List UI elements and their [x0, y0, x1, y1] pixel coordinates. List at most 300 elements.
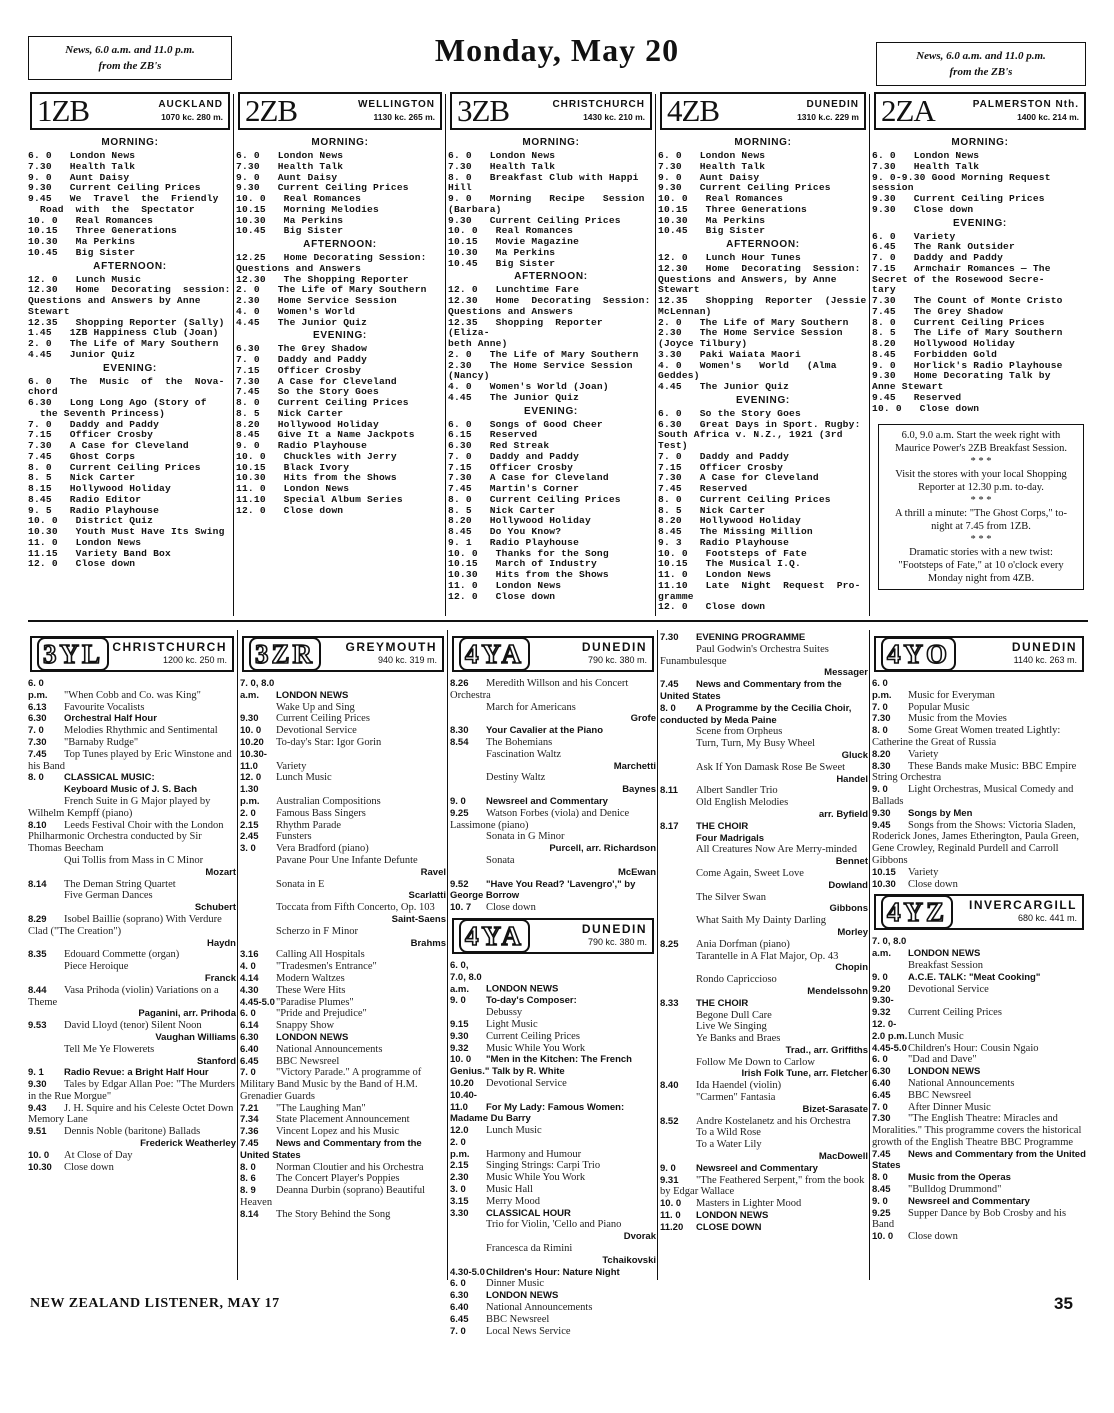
programme-composer: Mendelssohn [807, 985, 868, 997]
programme-title: To a Water Lily [696, 1139, 762, 1151]
programme-time: 11.20 [660, 1221, 684, 1233]
programme-item: 7.45 Ghost Corps [28, 450, 136, 462]
programme-item: 6.15 Reserved [448, 429, 538, 441]
programme-title: Scherzo in F Minor [276, 925, 358, 937]
programme-item: 8.20 Hollywood Holiday [658, 515, 801, 527]
programme-item [660, 797, 868, 821]
programme-title: Music While You Work [486, 1172, 586, 1184]
programme-time: 6.45 [872, 1089, 891, 1101]
programme-item: 10. 0 Real Romances [236, 193, 362, 204]
programme-time: 8. 0 [872, 1172, 888, 1184]
programme-title: LONDON NEWS [276, 1031, 349, 1043]
programme-item: 12. 0 Close down [28, 558, 136, 570]
programme-item [450, 1125, 656, 1137]
programme-title: Pavane Pour Une Infante Defunte [276, 854, 418, 866]
programme-item: 9.30 Close down [872, 203, 974, 215]
news-box-right-line2: from the ZB's [949, 66, 1013, 78]
programme-time: 9.30 [240, 713, 259, 725]
programme-item: 9.30 Current Ceiling Prices [448, 214, 621, 226]
programme-time: 6.30 [240, 1031, 259, 1043]
programme-title: Ania Dorfman (piano) [696, 938, 790, 950]
programme-composer: Messager [824, 667, 868, 679]
programme-item: 4.45 The Junior Quiz [448, 391, 580, 403]
programme-composer: Bennet [835, 856, 868, 868]
programme-title: Deanna Durbin (soprano) Beautiful Heaven [240, 1185, 425, 1209]
programme-time: 6.13 [28, 701, 47, 713]
news-box-left [28, 36, 232, 80]
programme-time: 9. 0 [450, 795, 466, 807]
station-info [530, 641, 647, 667]
programme-time: 9.25 [872, 1207, 891, 1219]
programme-item: 9.45 We Travel the Friendly Road with the Spectator [28, 193, 219, 215]
programme-composer: Marchetti [613, 760, 656, 772]
programme-time: 8. 0 [660, 702, 676, 714]
programme-item: 6. 0 London News [872, 150, 980, 161]
session-heading: MORNING: [101, 137, 159, 148]
programme-item [28, 1079, 236, 1103]
programme-time: 9.30 [450, 1030, 469, 1042]
session-heading: EVENING: [313, 330, 367, 342]
programme-composer: Gibbons [829, 903, 868, 915]
programme-title: Music for Everyman [908, 689, 995, 701]
programme-title: Meredith Willson and his Concert Orchestra [450, 678, 629, 701]
station-frequency: 940 kc. 319 m. [377, 655, 437, 665]
programme-time: 10. 0 [28, 1149, 50, 1161]
station-column-2za [872, 92, 1088, 616]
programme-time: 6. 0 p.m. [28, 678, 48, 701]
programme-item [28, 772, 236, 784]
programme-item: 6. 0 London News [658, 150, 766, 161]
programme-item [450, 702, 656, 726]
programme-time: 10. 0 [450, 1054, 472, 1066]
programme-item [660, 1127, 868, 1139]
column-rule [237, 630, 238, 1280]
programme-item [450, 1019, 656, 1031]
programme-time: 8. 6 [240, 1173, 256, 1185]
programme-item [872, 713, 1086, 725]
programme-title: Close down [908, 1231, 958, 1243]
programme-title: "Barnaby Rudge" [64, 736, 139, 748]
programme-composer: Bizet-Sarasate [802, 1103, 868, 1115]
station-info [297, 99, 435, 123]
programme-time: 6.30 [450, 1290, 469, 1302]
programme-item [660, 833, 868, 845]
programme-item [660, 1080, 868, 1092]
programme-composer: Scarlatti [408, 890, 446, 902]
programme-item [28, 702, 236, 714]
programme-time: 6.45 [450, 1313, 469, 1325]
programme-title: Devotional Service [486, 1077, 567, 1089]
programme-title: Sonata [486, 854, 515, 866]
programme-item: 7.30 Health Talk [236, 160, 344, 172]
programme-item [872, 784, 1086, 808]
programme-item [872, 749, 1086, 761]
station-header [30, 92, 230, 130]
programme-composer: McEwan [617, 866, 656, 878]
programme-item [28, 737, 236, 749]
programme-title: Children's Hour: Nature Night [486, 1266, 620, 1278]
programme-time: 6.40 [872, 1077, 891, 1089]
station-city: WELLINGTON [357, 99, 435, 110]
programme-item [450, 960, 656, 995]
programme-item [450, 1160, 656, 1172]
programme-time: 6. 0 [450, 1278, 466, 1290]
programme-item [872, 1231, 1086, 1243]
programme-item [240, 725, 446, 737]
programme-item: 4. 0 Women's World (Joan) [448, 381, 609, 392]
programme-item: 6. 0 So the Story Goes [658, 407, 801, 419]
programme-title: Devotional Service [276, 725, 357, 737]
programme-item [450, 772, 656, 796]
promo-note: * * * [970, 456, 992, 468]
programme-item [660, 1222, 868, 1234]
programme-item: 7.30 Health Talk [658, 160, 766, 172]
programme-item [872, 1184, 1086, 1196]
station-callsign: 4YO [881, 637, 956, 671]
programme-item: 7.45 The Grey Shadow [872, 305, 1004, 317]
national-column-5 [872, 632, 1086, 1282]
programme-title: Vera Bradford (piano) [276, 843, 369, 855]
programme-time: 7. 0 [450, 1325, 466, 1337]
session-heading: AFTERNOON: [514, 271, 588, 283]
programme-item: 7.15 Armchair Romances — The Secret of the Rosewood Secre- tary [872, 262, 1051, 296]
programme-item: 2. 0 The Life of Mary Southern [658, 316, 849, 328]
programme-time: 7. 0 [240, 1067, 256, 1079]
programme-item: 7.45 So the Story Goes [236, 386, 379, 398]
programme-time: 8.30 [450, 725, 469, 737]
programme-title: These Bands make Music: BBC Empire String Orchestra [872, 760, 1077, 784]
programme-time: 6.30 [872, 1066, 891, 1078]
programme-item: 10. 0 Real Romances [28, 214, 154, 226]
station-header-4ya [452, 918, 654, 954]
station-info [321, 641, 437, 667]
programme-item [872, 867, 1086, 879]
station-header [660, 92, 866, 130]
programme-composer: Tchaikovski [602, 1254, 656, 1266]
programme-time: 3.15 [450, 1195, 469, 1207]
programme-item [450, 1243, 656, 1267]
promo-note: Visit the stores with your local Shopping Reporter at 12.30 p.m. to-day. [895, 469, 1067, 494]
programme-item [28, 961, 236, 985]
programme-time: 4.45-5.0 [872, 1042, 907, 1054]
programme-item [240, 1173, 446, 1185]
promo-note: Dramatic stories with a new twist: "Footsteps of Fate," at 10 o'clock every Monday night from 4ZB. [898, 547, 1064, 585]
programme-item: 7.15 Officer Crosby [658, 461, 784, 473]
programme-composer: Saint-Saens [391, 913, 446, 925]
station-callsign: 4ZB [667, 93, 720, 128]
programme-item: 9.30 Current Ceiling Prices [658, 182, 831, 194]
programme-title: The Silver Swan [696, 891, 766, 903]
programme-item [450, 995, 656, 1007]
station-info [953, 899, 1077, 925]
programme-item: 12. 0 Lunchtime Fare [448, 284, 580, 296]
programme-item [872, 1196, 1086, 1208]
programme-title: Leeds Festival Choir with the London Philharmonic Orchestra conducted by Sir Thomas Beecham [28, 819, 224, 855]
programme-title: Fascination Waltz [486, 748, 562, 760]
programme-item: 6. 0 The Music of the Nova- chord [28, 375, 225, 398]
programme-time: 9. 0 [660, 1162, 676, 1174]
programme-item: 11. 0 London News [28, 536, 142, 548]
national-column-2 [240, 632, 446, 1282]
programme-item [240, 949, 446, 961]
station-city: PALMERSTON Nth. [972, 99, 1079, 110]
programme-item [660, 892, 868, 916]
programme-item: 8.45 Do You Know? [448, 526, 562, 537]
programme-item [660, 974, 868, 998]
programme-composer: arr. Byfield [818, 808, 868, 820]
programme-title: Tell Me Ye Flowerets [64, 1043, 155, 1055]
programme-time: 7. 0 [28, 725, 44, 737]
programme-item [28, 725, 236, 737]
programme-title: The Deman String Quartet [64, 878, 176, 890]
station-frequency: 1310 k.c. 229 m [797, 112, 859, 122]
programme-title: Keyboard Music of J. S. Bach [64, 784, 198, 796]
programme-time: 9.52 [450, 878, 469, 890]
programme-time: 10.15 [872, 866, 896, 878]
programme-item: 2. 0 The Life of Mary Southern [28, 338, 219, 349]
programme-time: 12. 0 [240, 772, 262, 784]
programme-title: THE CHOIR [696, 820, 749, 832]
promo-note: 6.0, 9.0 a.m. Start the week right with Maurice Power's 2ZB Breakfast Session. [895, 430, 1067, 455]
programme-item: 7.30 Health Talk [872, 160, 980, 172]
programme-item: 9.30 Current Ceiling Prices [28, 182, 201, 194]
news-box-right-line1: News, 6.0 a.m. and 11.0 p.m. [916, 50, 1046, 62]
programme-title: Lunch Music [908, 1030, 964, 1042]
station-callsign: 4YA [459, 919, 530, 953]
station-column-1zb [28, 92, 232, 616]
station-callsign: 3ZR [249, 637, 321, 671]
programme-composer: Morley [837, 926, 868, 938]
programme-time: 6.14 [240, 1020, 259, 1032]
programme-title: Wake Up and Sing [276, 701, 355, 713]
programme-item: 12.30 The Shopping Reporter [236, 273, 409, 285]
programme-time: 10. 0 [660, 1198, 682, 1210]
programme-item: 10.30 Ma Perkins [448, 246, 556, 258]
programme-title: Merry Mood [486, 1195, 540, 1207]
programme-item [28, 749, 236, 773]
programme-item: 11. 0 London News [236, 483, 350, 494]
programme-title: Music from the Operas [908, 1172, 1011, 1184]
programme-title: Variety [908, 866, 939, 878]
programme-item [240, 678, 446, 702]
programme-item [450, 1054, 656, 1078]
programme-title: Some Great Women treated Lightly: Catherine the Great of Russia [872, 725, 1061, 748]
programme-title: Ida Haendel (violin) [696, 1080, 782, 1092]
station-city: DUNEDIN [1011, 640, 1077, 654]
programme-title: Trio for Violin, 'Cello and Piano [486, 1219, 622, 1231]
programme-title: Local News Service [486, 1325, 571, 1337]
programme-time: 9. 0 [872, 1195, 888, 1207]
programme-item: 7. 0 Daddy and Paddy [448, 450, 580, 462]
programme-time: 12.0 [450, 1125, 469, 1137]
programme-item [240, 808, 446, 820]
station-info [935, 99, 1079, 123]
programme-title: David Lloyd (tenor) Silent Noon [64, 1020, 202, 1032]
programme-item [450, 808, 656, 832]
programme-time: 9. 1 [28, 1067, 44, 1079]
programme-item [660, 998, 868, 1010]
page-title: Monday, May 20 [434, 32, 680, 68]
programme-item [240, 1209, 446, 1221]
station-info [956, 641, 1077, 667]
programme-item: 9. 0 Radio Playhouse [236, 440, 368, 451]
programme-item [872, 972, 1086, 984]
programme-title: THE CHOIR [696, 997, 749, 1009]
programme-title: The Bohemians [486, 736, 553, 748]
session-heading: EVENING: [736, 394, 790, 406]
programme-item: 12.30 Home Decorating Session: Questions and Answers, by Anne Stewart [658, 262, 861, 296]
programme-item [450, 1184, 656, 1196]
programme-item: 8.20 Hollywood Holiday [236, 418, 379, 430]
programme-title: Debussy [486, 1007, 523, 1019]
programme-time: 8.52 [660, 1115, 679, 1127]
programme-title: Current Ceiling Prices [486, 1030, 580, 1042]
programme-title: Songs from the Shows: Victoria Sladen, Roderick Jones, James Etherington, Paula Green, Gene Crowley, Reginald Purdell and Carroll Gibbons [872, 819, 1080, 866]
programme-item [240, 772, 446, 784]
programme-item: 10.30 Ma Perkins [28, 236, 136, 247]
programme-item: 7. 0 Daddy and Paddy [236, 354, 368, 365]
programme-item: 7.45 Martin's Corner [448, 483, 580, 494]
programme-item [450, 737, 656, 749]
station-header-3yl [30, 636, 234, 672]
programme-time: 2.30 [450, 1172, 469, 1184]
programme-title: Toccata from Fifth Concerto, Op. 103 [276, 902, 435, 914]
programme-item [872, 960, 1086, 972]
programme-item: 9. 5 Radio Playhouse [28, 504, 160, 516]
station-frequency: 790 kc. 380 m. [587, 936, 647, 947]
programme-item [28, 879, 236, 891]
programme-title: Follow Me Down to Carlow [696, 1056, 815, 1068]
session-heading: EVENING: [103, 362, 157, 374]
programme-title: Watson Forbes (viola) and Denice Lassimone (piano) [450, 807, 630, 831]
programme-time: 9. 0 [450, 995, 466, 1007]
programme-item: 12. 0 Close down [658, 601, 766, 613]
programme-title: Close down [486, 902, 536, 914]
programme-item: 7.30 Health Talk [28, 160, 136, 172]
programme-time: 9.43 [28, 1102, 47, 1114]
programme-title: LONDON NEWS [486, 983, 559, 995]
programme-item [872, 1172, 1086, 1184]
programme-item: 12.25 Home Decorating Session: Questions and Answers [236, 252, 427, 274]
programme-time: 4. 0 [240, 961, 256, 973]
programme-item [450, 1302, 656, 1314]
station-city: AUCKLAND [158, 99, 223, 110]
programme-composer: Gluck [841, 749, 868, 761]
station-callsign: 3ZB [457, 93, 510, 128]
station-header [238, 92, 442, 130]
programme-item [450, 749, 656, 773]
programme-title: Songs by Men [908, 807, 973, 819]
programme-item [240, 702, 446, 714]
programme-time: 10.30-11.0 [240, 748, 267, 772]
programme-time: 9.25 [450, 807, 469, 819]
programme-time: 9.51 [28, 1126, 47, 1138]
programme-title: Supper Dance by Bob Crosby and his Band [872, 1207, 1067, 1231]
programme-item: 10.15 Black Ivory [236, 461, 350, 473]
programme-item [240, 926, 446, 950]
promo-notes [878, 424, 1084, 590]
column-rule [869, 630, 870, 1280]
programme-item: 8. 5 Nick Carter [28, 472, 136, 484]
programme-item [660, 738, 868, 762]
programme-item [28, 1150, 236, 1162]
programme-title: "Tradesmen's Entrance" [276, 961, 377, 973]
programme-item [28, 1044, 236, 1068]
programme-item: 4.45 Junior Quiz [28, 348, 136, 360]
programme-title: Radio Revue: a Bright Half Hour [64, 1067, 209, 1079]
programme-composer: Baynes [622, 784, 656, 796]
station-frequency: 1130 kc. 265 m. [373, 112, 435, 122]
programme-item [660, 844, 868, 868]
station-city: DUNEDIN [581, 640, 647, 654]
programme-time: 2. 0 p.m. [450, 1136, 470, 1160]
column-rule [657, 630, 658, 1280]
programme-time: 9.30 [872, 807, 891, 819]
programme-time: 2.15 [240, 819, 259, 831]
programme-item: 4. 0 Women's World [236, 305, 356, 317]
programme-item: 6.30 The Grey Shadow [236, 343, 368, 355]
programme-item [872, 702, 1086, 714]
programme-item [660, 868, 868, 892]
programme-item: 2. 0 The Life of Mary Southern [236, 284, 427, 296]
station-frequency: 1200 kc. 250 m. [162, 655, 227, 665]
national-column-4 [660, 632, 868, 1282]
programme-item [660, 1175, 868, 1199]
programme-time: 4.14 [240, 972, 259, 984]
programme-item [872, 1066, 1086, 1078]
programme-time: 8. 9 [240, 1185, 256, 1197]
programme-item [240, 1185, 446, 1209]
section-divider [28, 620, 1088, 622]
programme-title: "Paradise Plumes" [276, 996, 354, 1008]
programme-composer: Franck [204, 972, 236, 984]
programme-item [872, 1019, 1086, 1043]
programme-title: Music While You Work [486, 1042, 586, 1054]
programme-time: 10. 7 [450, 902, 472, 914]
programme-title: Orchestral Half Hour [64, 713, 157, 725]
programme-title: BBC Newsreel [276, 1055, 340, 1067]
programme-time: 9. 0 [872, 784, 888, 796]
programme-title: Come Again, Sweet Love [696, 867, 804, 879]
programme-title: French Suite in G Major played by Wilhelm Kempff (piano) [28, 795, 211, 819]
programme-item [28, 914, 236, 949]
programme-time: 8.54 [450, 736, 469, 748]
programme-item [872, 1102, 1086, 1114]
programme-time: 9.30 [28, 1079, 47, 1091]
programme-title: Modern Waltzes [276, 972, 345, 984]
programme-item [872, 1043, 1086, 1055]
programme-item: 10. 0 Footsteps of Fate [658, 547, 807, 559]
programme-item [28, 949, 236, 961]
programme-item [660, 1092, 868, 1116]
programme-item [872, 936, 1086, 960]
programme-item: 10.45 Big Sister [658, 225, 766, 237]
programme-time: 2.15 [450, 1160, 469, 1172]
programme-item: 9.30 Current Ceiling Prices [236, 182, 409, 194]
programme-title: Sonata in E [276, 878, 325, 890]
programme-composer: Paganini, arr. Prihoda [138, 1008, 236, 1020]
programme-item [240, 902, 446, 926]
programme-time: 9.31 [660, 1174, 679, 1186]
programme-composer: Vaughan Williams [155, 1031, 236, 1043]
programme-item: 10.15 Morning Melodies [236, 203, 379, 215]
programme-title: Close down [908, 878, 958, 890]
programme-item [28, 713, 236, 725]
programme-title: A Programme by the Cecilia Choir, conducted by Meda Paine [660, 702, 852, 726]
programme-item: 10.30 Youth Must Have Its Swing [28, 526, 225, 537]
station-header-3zr [242, 636, 444, 672]
programme-item: 10.30 Ma Perkins [236, 214, 344, 226]
